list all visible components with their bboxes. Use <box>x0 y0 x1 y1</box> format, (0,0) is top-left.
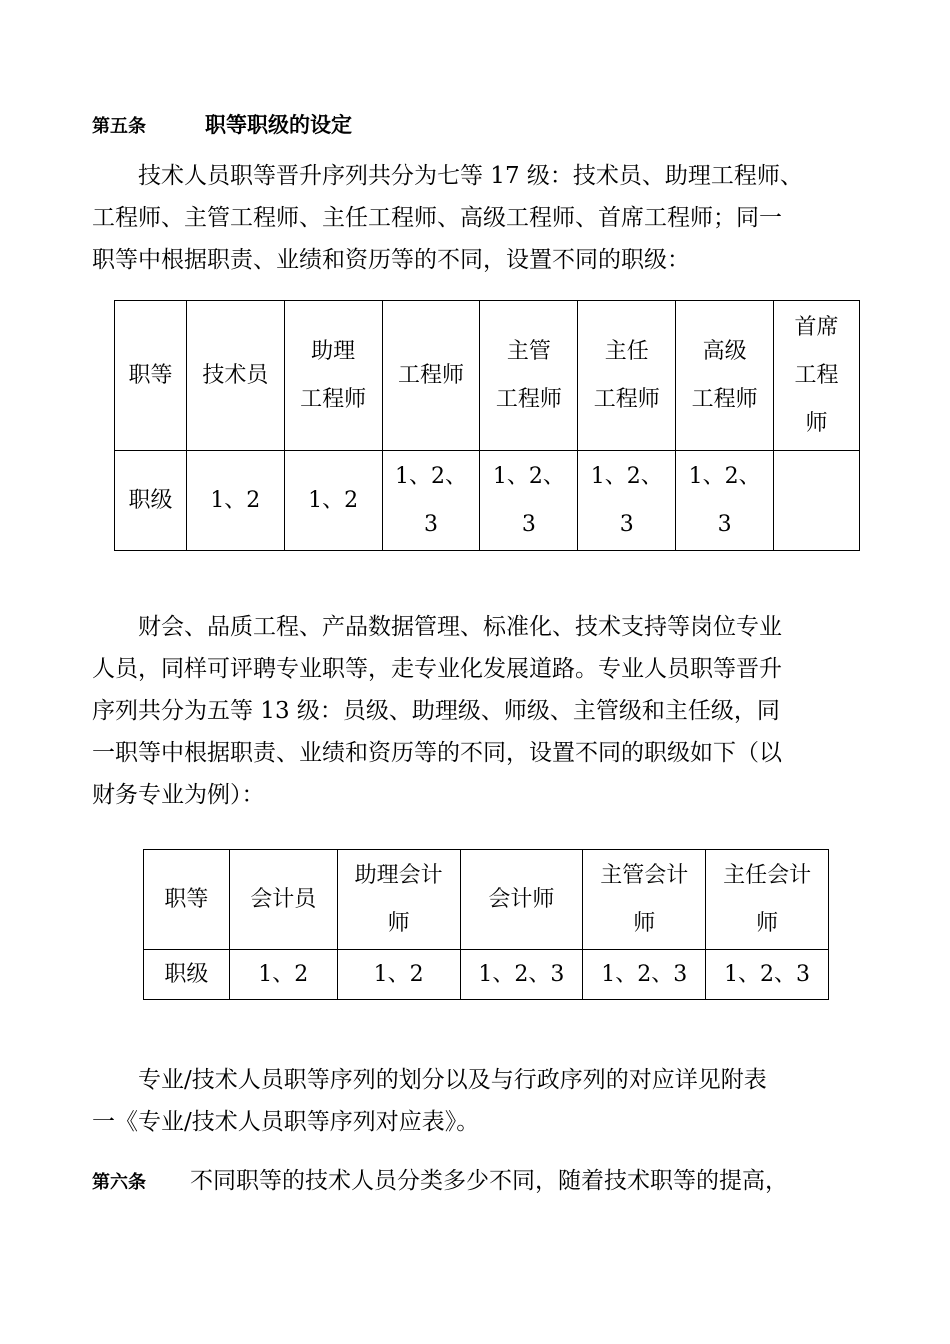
paragraph-appendix-reference <box>92 1059 882 1143</box>
table-row-level <box>115 451 860 551</box>
row-header-level: 职级 <box>115 451 187 551</box>
paragraph-line: 一《专业/技术人员职等序列对应表》。 <box>92 1109 480 1135</box>
article-6-label: 第六条 <box>92 1172 146 1193</box>
table-row-level <box>144 950 829 1000</box>
article-6-text: 不同职等的技术人员分类多少不同，随着技术职等的提高， <box>190 1168 788 1194</box>
level-cell: 1、2、 3 <box>578 451 676 551</box>
level-cell: 1、2、 3 <box>480 451 578 551</box>
level-cell: 1、2、 3 <box>676 451 774 551</box>
level-cell: 1、2 <box>229 950 337 1000</box>
row-header-grade: 职等 <box>115 301 187 451</box>
row-header-grade: 职等 <box>144 850 230 950</box>
level-cell: 1、2、 3 <box>382 451 480 551</box>
row-header-level: 职级 <box>144 950 230 1000</box>
article-6 <box>92 1162 788 1195</box>
level-cell: 1、2 <box>284 451 382 551</box>
level-cell: 1、2、3 <box>583 950 706 1000</box>
level-cell <box>774 451 860 551</box>
grade-cell: 会计员 <box>229 850 337 950</box>
level-cell: 1、2、3 <box>460 950 583 1000</box>
paragraph-line: 一职等中根据职责、业绩和资历等的不同，设置不同的职级如下（以 <box>92 740 782 766</box>
grade-cell: 工程师 <box>382 301 480 451</box>
paragraph-line: 财务专业为例）： <box>92 782 265 808</box>
table-row-grade <box>144 850 829 950</box>
article-5-heading <box>92 112 352 138</box>
article-5-label: 第五条 <box>92 116 146 137</box>
grade-cell: 主任会计 师 <box>706 850 829 950</box>
level-cell: 1、2 <box>186 451 284 551</box>
finance-grade-table <box>143 849 829 1000</box>
paragraph-line: 职等中根据职责、业绩和资历等的不同，设置不同的职级： <box>92 247 690 273</box>
grade-cell: 助理会计 师 <box>337 850 460 950</box>
paragraph-line: 财会、品质工程、产品数据管理、标准化、技术支持等岗位专业 <box>138 614 782 640</box>
article-5-title: 职等职级的设定 <box>205 113 352 137</box>
paragraph-line: 技术人员职等晋升序列共分为七等 17 级：技术员、助理工程师、 <box>138 163 803 189</box>
paragraph-tech-grades <box>92 155 882 281</box>
grade-cell: 技术员 <box>186 301 284 451</box>
paragraph-line: 工程师、主管工程师、主任工程师、高级工程师、首席工程师；同一 <box>92 205 782 231</box>
paragraph-line: 专业/技术人员职等序列的划分以及与行政序列的对应详见附表 <box>138 1067 767 1093</box>
grade-cell: 助理 工程师 <box>284 301 382 451</box>
grade-cell: 首席 工程 师 <box>774 301 860 451</box>
grade-cell: 主管 工程师 <box>480 301 578 451</box>
grade-cell: 高级 工程师 <box>676 301 774 451</box>
paragraph-line: 序列共分为五等 13 级：员级、助理级、师级、主管级和主任级，同 <box>92 698 780 724</box>
grade-cell: 主管会计 师 <box>583 850 706 950</box>
grade-cell: 会计师 <box>460 850 583 950</box>
level-cell: 1、2、3 <box>706 950 829 1000</box>
table-row-grade <box>115 301 860 451</box>
paragraph-line: 人员，同样可评聘专业职等，走专业化发展道路。专业人员职等晋升 <box>92 656 782 682</box>
paragraph-professional-grades <box>92 606 882 816</box>
level-cell: 1、2 <box>337 950 460 1000</box>
tech-grade-table <box>114 300 860 551</box>
grade-cell: 主任 工程师 <box>578 301 676 451</box>
